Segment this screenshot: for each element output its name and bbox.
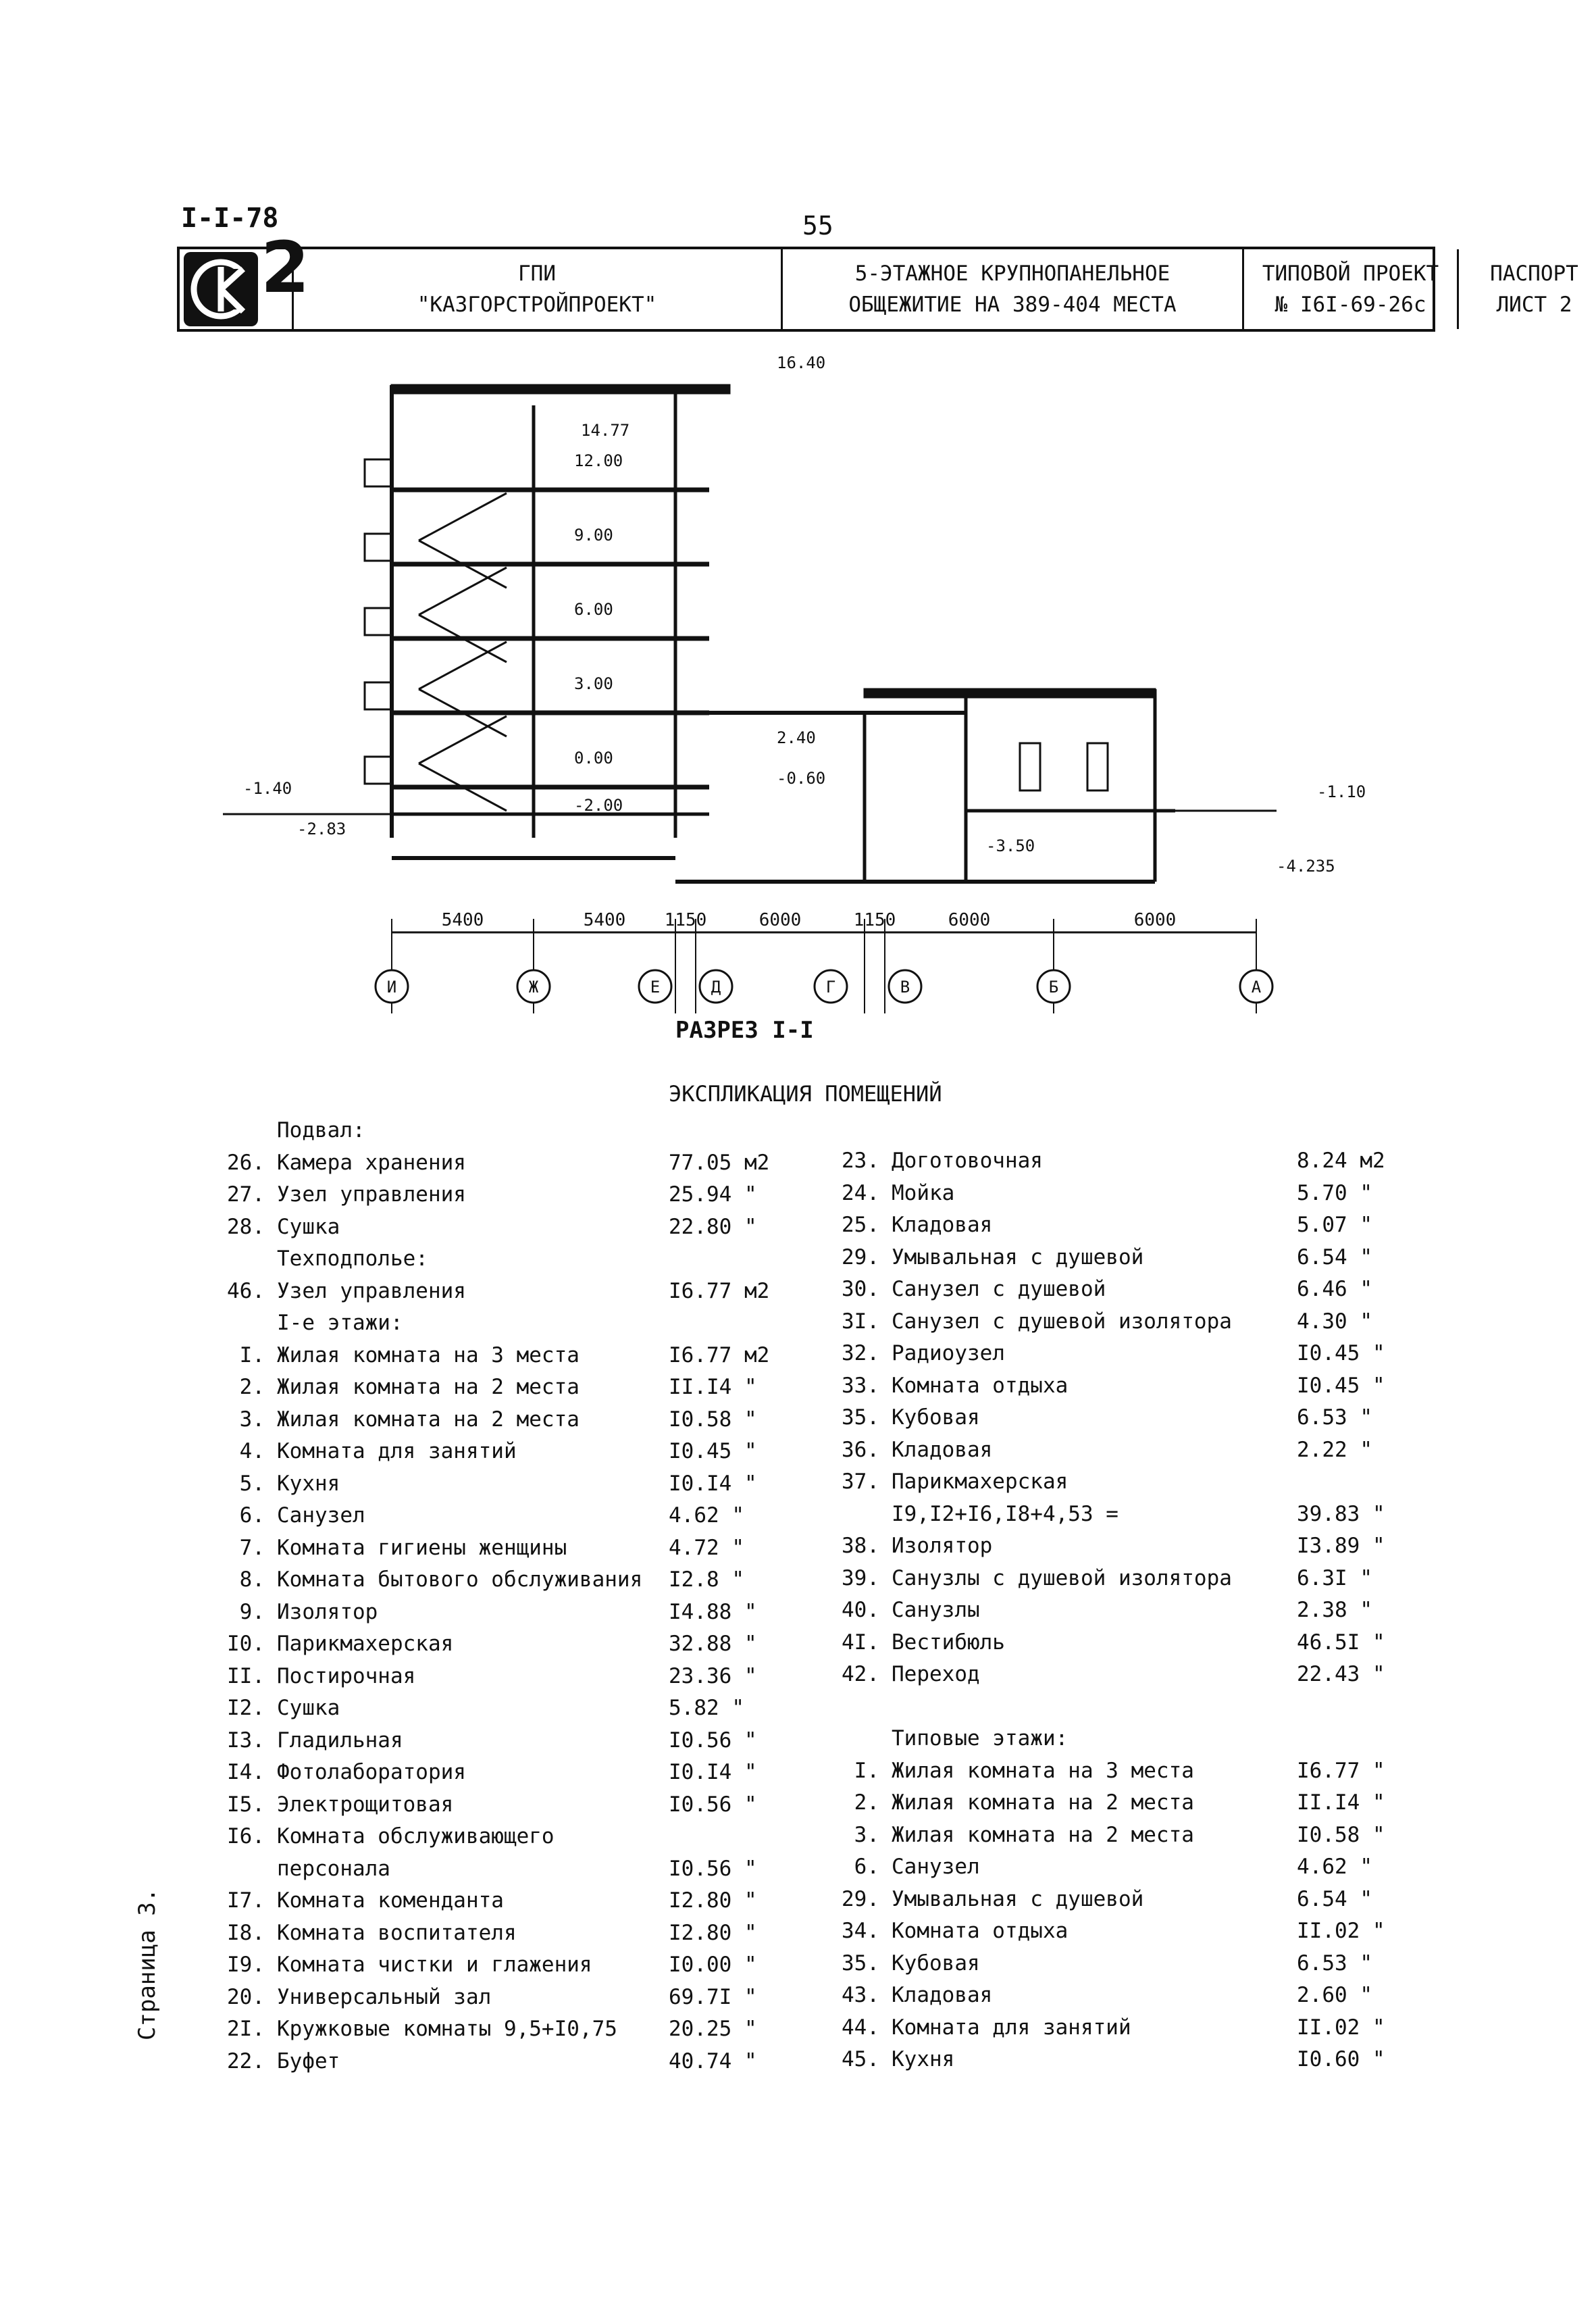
explication-row (203, 1211, 810, 1242)
room-name: Санузел с душевой (892, 1277, 1106, 1301)
axis-label-zh: Ж (528, 978, 539, 997)
explication-row (203, 2046, 810, 2077)
explication-row (203, 1725, 810, 1756)
room-number: 3I. (842, 1309, 879, 1334)
explication-row (838, 1659, 1432, 1690)
room-area: 2.60 " (1297, 1983, 1372, 2007)
document-code: I-I-78 (181, 203, 279, 234)
room-name: Кухня (892, 2047, 955, 2071)
room-number: 23. (842, 1149, 879, 1173)
elevation-mark: 2.40 (777, 728, 816, 747)
room-name: Санузлы с душевой изолятора (892, 1565, 1232, 1590)
room-number: 25. (842, 1213, 879, 1237)
room-area: II.I4 " (669, 1375, 757, 1399)
dimension-label: 6000 (948, 910, 991, 930)
room-area: 5.70 " (1297, 1180, 1372, 1205)
explication-row (838, 1434, 1432, 1465)
room-area: I2.80 " (669, 1920, 757, 1945)
room-name: Санузел (892, 1855, 980, 1879)
elevation-mark: -1.40 (243, 779, 292, 798)
explication-row (838, 1980, 1432, 2011)
room-name: Кладовая (892, 1437, 993, 1462)
room-name: Изолятор (892, 1534, 993, 1558)
room-number: 38. (842, 1534, 879, 1558)
title-cell (783, 249, 1244, 329)
room-name: Комната для занятий (892, 2015, 1131, 2040)
room-area: I0.56 " (669, 1856, 757, 1881)
room-number: 42. (842, 1662, 879, 1686)
dimension-label: 6000 (758, 910, 802, 930)
explication-row (203, 1853, 810, 1884)
room-name: Парикмахерская (277, 1632, 454, 1656)
explication-row (838, 1145, 1432, 1176)
explication-row (203, 1821, 810, 1852)
explication-title: ЭКСПЛИКАЦИЯ ПОМЕЩЕНИЙ (669, 1081, 942, 1107)
explication-row (203, 1276, 810, 1307)
room-number: 24. (842, 1180, 879, 1205)
explication-row (838, 1402, 1432, 1433)
room-number: 20. (227, 1984, 265, 2009)
elevation-mark: -1.10 (1317, 782, 1366, 801)
room-area: I0.I4 " (669, 1471, 757, 1496)
room-area: 5.82 " (669, 1696, 744, 1720)
room-name: Комната гигиены женщины (277, 1535, 567, 1560)
explication-row (838, 1884, 1432, 1915)
explication-row (838, 1691, 1432, 1722)
room-area: 4.72 " (669, 1535, 744, 1560)
room-name: Кладовая (892, 1213, 993, 1237)
explication-row (838, 1499, 1432, 1530)
room-area: 23.36 " (669, 1663, 757, 1688)
room-name: Жилая комната на 2 места (277, 1407, 580, 1432)
room-name: Буфет (277, 2048, 340, 2073)
explication-row (203, 1628, 810, 1659)
room-name: Типовые этажи: (892, 1726, 1069, 1751)
room-area: II.02 " (1297, 2015, 1385, 2040)
explication-row (203, 2013, 810, 2044)
room-name: Санузел (277, 1503, 365, 1528)
room-number: 4I. (842, 1630, 879, 1655)
axis-label-i: И (386, 978, 397, 997)
axis-label-b: Б (1048, 978, 1059, 997)
room-name: Мойка (892, 1180, 955, 1205)
room-area: I6.77 " (1297, 1758, 1385, 1783)
room-area: I2.80 " (669, 1888, 757, 1913)
room-name: Постирочная (277, 1663, 416, 1688)
explication-row (203, 1500, 810, 1531)
room-number: 4. (239, 1439, 265, 1463)
room-number: 40. (842, 1598, 879, 1622)
room-area: 2.38 " (1297, 1598, 1372, 1622)
project-type: ТИПОВОЙ ПРОЕКТ (1262, 261, 1439, 286)
room-name: Комната коменданта (277, 1888, 504, 1913)
room-name: Кубовая (892, 1405, 980, 1430)
explication-row (838, 1466, 1432, 1497)
room-name: Комната воспитателя (277, 1920, 517, 1945)
explication-row (838, 1370, 1432, 1401)
room-name: Радиоузел (892, 1341, 1005, 1365)
room-area: 20.25 " (669, 2017, 757, 2041)
explication-row (203, 1564, 810, 1595)
room-name: Умывальная с душевой (892, 1244, 1144, 1269)
room-number: I5. (227, 1792, 265, 1817)
room-area: 6.3I " (1297, 1565, 1372, 1590)
explication-row (203, 1885, 810, 1916)
room-number: 22. (227, 2048, 265, 2073)
room-number: 7. (239, 1535, 265, 1560)
room-name: Комната отдыха (892, 1373, 1069, 1398)
elevation-mark: -3.50 (986, 836, 1035, 855)
room-number: 37. (842, 1469, 879, 1494)
axis-label-g: Г (825, 978, 836, 997)
room-number: 39. (842, 1565, 879, 1590)
room-number: 26. (227, 1150, 265, 1175)
explication-row (838, 1306, 1432, 1337)
room-number: I4. (227, 1760, 265, 1784)
section-drawing (223, 338, 1385, 1013)
section-caption: РАЗРЕЗ I-I (675, 1017, 814, 1044)
room-name: Вестибюль (892, 1630, 1005, 1655)
sheet-number: ЛИСТ 2 (1496, 293, 1572, 317)
elevation-mark: -4.235 (1277, 857, 1335, 876)
room-name: Кладовая (892, 1983, 993, 2007)
elevation-mark: -2.83 (297, 820, 346, 838)
room-number: I7. (227, 1888, 265, 1913)
room-number: I2. (227, 1696, 265, 1720)
project-title-line2: ОБЩЕЖИТИЕ НА 389-404 МЕСТА (848, 293, 1177, 317)
explication-row (203, 1468, 810, 1499)
room-name: Умывальная с душевой (892, 1886, 1144, 1911)
room-area: 4.62 " (1297, 1855, 1372, 1879)
explication-row (838, 1787, 1432, 1818)
room-number: 29. (842, 1886, 879, 1911)
room-number: I3. (227, 1728, 265, 1753)
explication-row (203, 1404, 810, 1435)
project-title-line1: 5-ЭТАЖНОЕ КРУПНОПАНЕЛЬНОЕ (854, 261, 1170, 286)
room-number: 30. (842, 1277, 879, 1301)
room-number: 28. (227, 1214, 265, 1239)
room-name: Жилая комната на 2 места (892, 1790, 1194, 1815)
explication-right-column (838, 1145, 1432, 2125)
room-number: 6. (854, 1855, 879, 1879)
axis-label-v: В (900, 978, 910, 997)
sheet-type: ПАСПОРТ (1490, 261, 1578, 286)
room-area: 22.43 " (1297, 1662, 1385, 1686)
room-number: 45. (842, 2047, 879, 2071)
room-name: Гладильная (277, 1728, 403, 1753)
room-name: Изолятор (277, 1599, 378, 1624)
room-name: Парикмахерская (892, 1469, 1069, 1494)
room-number: 2. (239, 1375, 265, 1399)
explication-row (838, 1948, 1432, 1979)
dimension-label: 6000 (1133, 910, 1177, 930)
explication-row (203, 1436, 810, 1467)
explication-row (838, 1178, 1432, 1209)
dimension-label: 5400 (441, 910, 484, 930)
room-area: I3.89 " (1297, 1534, 1385, 1558)
explication-row (838, 1627, 1432, 1658)
explication-row (203, 1692, 810, 1724)
logo-cell (180, 226, 310, 329)
explication-row (203, 1789, 810, 1820)
room-area: 6.54 " (1297, 1886, 1372, 1911)
sheet-cell (1459, 249, 1596, 329)
room-number: I6. (227, 1824, 265, 1848)
room-area: 4.30 " (1297, 1309, 1372, 1334)
room-name: Комната отдыха (892, 1919, 1069, 1943)
room-name: Кубовая (892, 1951, 980, 1976)
elevation-mark: 16.40 (777, 353, 826, 372)
room-number: 27. (227, 1182, 265, 1207)
room-number: 33. (842, 1373, 879, 1398)
dimension-label: 5400 (583, 910, 626, 930)
elevation-mark: 9.00 (574, 526, 613, 545)
room-name: Жилая комната на 3 места (892, 1758, 1194, 1783)
room-name: Кружковые комнаты 9,5+I0,75 (277, 2017, 617, 2041)
explication-row (838, 1755, 1432, 1786)
room-number: 32. (842, 1341, 879, 1365)
room-area: 77.05 м2 (669, 1150, 770, 1175)
elevation-mark: -0.60 (777, 769, 826, 788)
room-area: 46.5I " (1297, 1630, 1385, 1655)
room-number: 46. (227, 1278, 265, 1303)
room-area: 6.54 " (1297, 1244, 1372, 1269)
room-number: 36. (842, 1437, 879, 1462)
explication-row (838, 1209, 1432, 1240)
elevation-mark: 12.00 (574, 451, 623, 470)
room-name: Переход (892, 1662, 980, 1686)
room-name: Электрощитовая (277, 1792, 454, 1817)
explication-row (203, 1179, 810, 1210)
explication-row (838, 1851, 1432, 1882)
room-name: персонала (277, 1856, 390, 1881)
room-name: I-е этажи: (277, 1311, 403, 1335)
room-area: II.02 " (1297, 1919, 1385, 1943)
project-number-cell (1244, 249, 1459, 329)
room-name: Комната чистки и глажения (277, 1953, 592, 1977)
side-page-note: Страница 3. (134, 1888, 161, 2040)
room-name: Санузлы (892, 1598, 980, 1622)
room-name: Узел управления (277, 1278, 466, 1303)
room-number: 3. (239, 1407, 265, 1432)
room-name: Камера хранения (277, 1150, 466, 1175)
room-area: I0.56 " (669, 1728, 757, 1753)
room-area: I0.45 " (1297, 1341, 1385, 1365)
room-number: 9. (239, 1599, 265, 1624)
room-name: Жилая комната на 2 места (277, 1375, 580, 1399)
room-area: 32.88 " (669, 1632, 757, 1656)
explication-row (203, 1757, 810, 1788)
explication-row (203, 1917, 810, 1948)
organization-name: ГПИ (518, 261, 556, 286)
explication-row (838, 2012, 1432, 2043)
explication-row (203, 1532, 810, 1563)
logo-digit: 2 (261, 226, 310, 309)
room-area: I0.I4 " (669, 1760, 757, 1784)
explication-row (838, 2044, 1432, 2075)
room-area: I2.8 " (669, 1567, 744, 1592)
elevation-mark: 0.00 (574, 749, 613, 768)
elevation-mark: 3.00 (574, 674, 613, 693)
room-number: 29. (842, 1244, 879, 1269)
room-area: 5.07 " (1297, 1213, 1372, 1237)
explication-row (203, 1596, 810, 1628)
company-logo-icon (184, 252, 258, 326)
room-area: II.I4 " (1297, 1790, 1385, 1815)
room-name: Узел управления (277, 1182, 466, 1207)
room-area: I0.45 " (1297, 1373, 1385, 1398)
room-number: 3. (854, 1822, 879, 1847)
room-number: I. (239, 1342, 265, 1367)
room-name: Комната для занятий (277, 1439, 517, 1463)
axis-label-e: Е (650, 978, 661, 997)
room-name: Жилая комната на 2 места (892, 1822, 1194, 1847)
explication-row (838, 1274, 1432, 1305)
axis-label-d: Д (711, 978, 721, 997)
room-number: 44. (842, 2015, 879, 2040)
room-name: Комната бытового обслуживания (277, 1567, 643, 1592)
room-number: 6. (239, 1503, 265, 1528)
room-name: I9,I2+I6,I8+4,53 = (892, 1501, 1118, 1526)
room-area: I6.77 м2 (669, 1278, 770, 1303)
room-number: I9. (227, 1953, 265, 1977)
explication-row (203, 1147, 810, 1178)
explication-row (838, 1819, 1432, 1851)
room-area: I0.58 " (669, 1407, 757, 1432)
explication-row (838, 1915, 1432, 1946)
dimension-label: 1150 (664, 910, 707, 930)
explication-row (838, 1530, 1432, 1561)
room-area: 22.80 " (669, 1214, 757, 1239)
room-name: Техподполье: (277, 1247, 428, 1271)
explication-row (203, 1115, 810, 1146)
room-name: Сушка (277, 1214, 340, 1239)
elevation-mark: 14.77 (581, 421, 630, 440)
explication-row (838, 1723, 1432, 1754)
explication-row (203, 1372, 810, 1403)
room-area: I0.00 " (669, 1953, 757, 1977)
room-number: 2. (854, 1790, 879, 1815)
elevation-mark: -2.00 (574, 796, 623, 815)
axis-label-a: А (1251, 978, 1262, 997)
room-name: Комната обслуживающего (277, 1824, 555, 1848)
explication-row (203, 1340, 810, 1371)
room-number: 35. (842, 1951, 879, 1976)
room-area: 6.53 " (1297, 1405, 1372, 1430)
explication-row (838, 1594, 1432, 1626)
room-name: Сушка (277, 1696, 340, 1720)
room-area: I0.60 " (1297, 2047, 1385, 2071)
explication-row (203, 1307, 810, 1338)
room-area: 6.53 " (1297, 1951, 1372, 1976)
dimension-label: 1150 (853, 910, 896, 930)
room-name: Кухня (277, 1471, 340, 1496)
explication-row (203, 1661, 810, 1692)
room-area: 25.94 " (669, 1182, 757, 1207)
room-name: Фотолаборатория (277, 1760, 466, 1784)
project-number: № I6I-69-26с (1275, 293, 1426, 317)
room-number: I. (854, 1758, 879, 1783)
room-name: Универсальный зал (277, 1984, 492, 2009)
room-area: 40.74 " (669, 2048, 757, 2073)
room-number: 43. (842, 1983, 879, 2007)
explication-row (203, 1982, 810, 2013)
room-area: 4.62 " (669, 1503, 744, 1528)
page-number: 55 (802, 211, 833, 241)
room-name: Жилая комната на 3 места (277, 1342, 580, 1367)
room-area: 39.83 " (1297, 1501, 1385, 1526)
room-number: 35. (842, 1405, 879, 1430)
room-number: II. (227, 1663, 265, 1688)
room-area: 2.22 " (1297, 1437, 1372, 1462)
room-area: 69.7I " (669, 1984, 757, 2009)
room-name: Санузел с душевой изолятора (892, 1309, 1232, 1334)
organization-cell (293, 249, 783, 329)
explication-row (203, 1243, 810, 1274)
room-number: 2I. (227, 2017, 265, 2041)
room-area: I6.77 м2 (669, 1342, 770, 1367)
room-area: I0.56 " (669, 1792, 757, 1817)
room-number: 34. (842, 1919, 879, 1943)
explication-row (838, 1563, 1432, 1594)
room-name: Доготовочная (892, 1149, 1043, 1173)
room-number: 5. (239, 1471, 265, 1496)
room-number: I0. (227, 1632, 265, 1656)
room-area: 8.24 м2 (1297, 1149, 1385, 1173)
organization-full-name: "КАЗГОРСТРОЙПРОЕКТ" (417, 293, 657, 317)
room-number: I8. (227, 1920, 265, 1945)
room-area: I4.88 " (669, 1599, 757, 1624)
room-area: I0.45 " (669, 1439, 757, 1463)
room-name: Подвал: (277, 1118, 365, 1142)
room-area: 6.46 " (1297, 1277, 1372, 1301)
explication-row (838, 1242, 1432, 1273)
room-number: 8. (239, 1567, 265, 1592)
elevation-mark: 6.00 (574, 600, 613, 619)
explication-row (838, 1338, 1432, 1369)
explication-left-column (203, 1115, 810, 2094)
room-area: I0.58 " (1297, 1822, 1385, 1847)
explication-row (203, 1949, 810, 1980)
